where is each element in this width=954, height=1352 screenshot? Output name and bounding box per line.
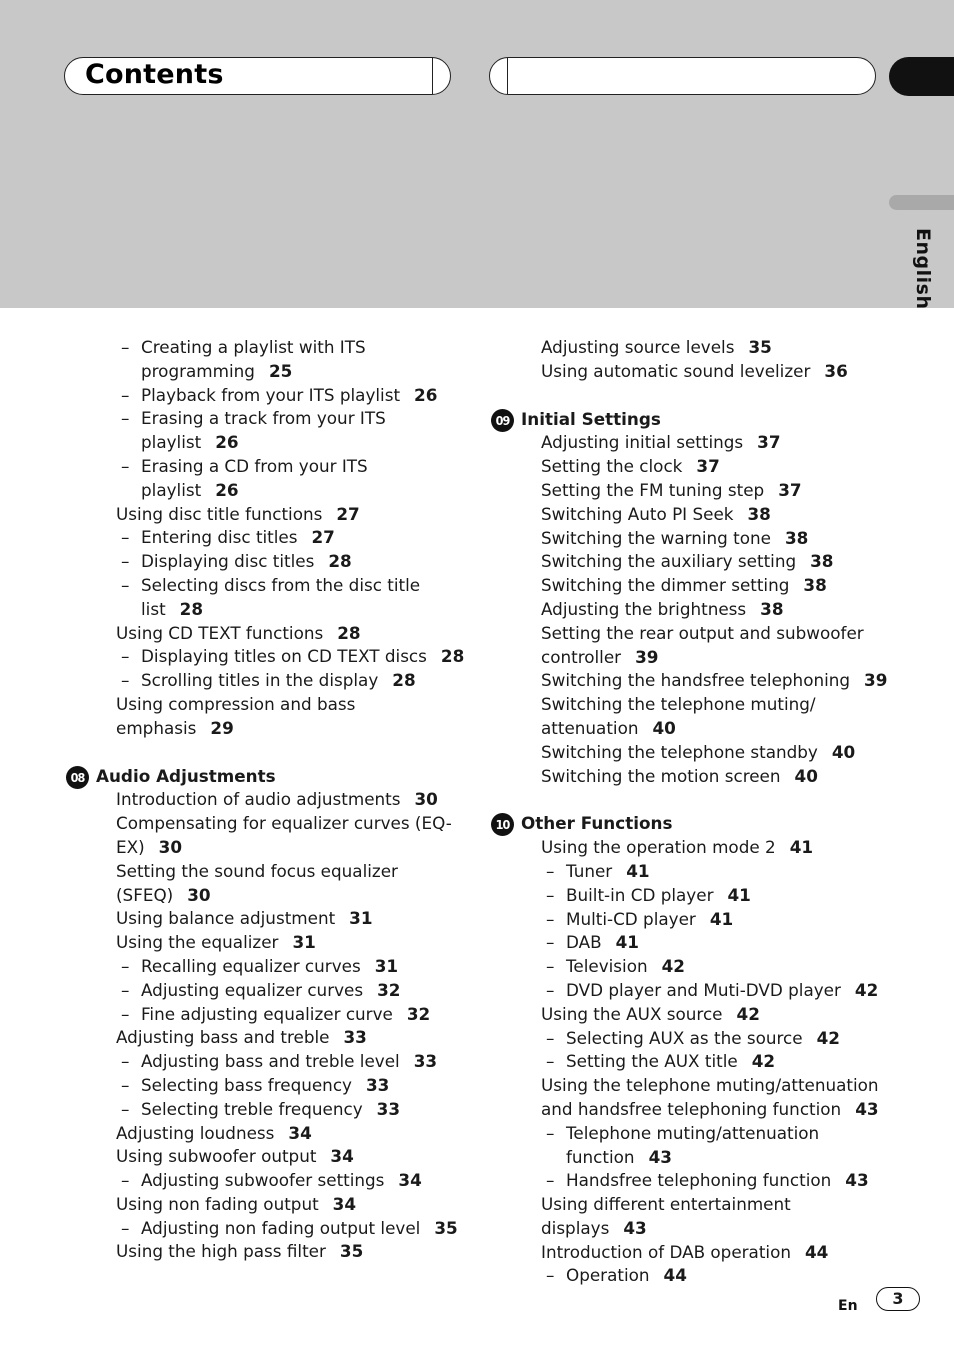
toc-entry-text: Handsfree telephoning function [566,1170,832,1191]
toc-page-number: 40 [652,717,676,738]
toc-page-number: 30 [414,789,438,810]
toc-page-number: 35 [339,1241,364,1262]
toc-entry-text: Selecting treble frequency [141,1098,363,1119]
toc-subentry[interactable] [66,1074,466,1098]
dash-bullet: – [121,384,130,405]
toc-entry-text: Using the telephone muting/attenuation and handsfree telephoning function [541,1075,879,1119]
toc-page-number: 28 [392,670,416,691]
toc-section-heading [491,812,891,836]
toc-entry-text: Switching the dimmer setting [541,575,790,596]
toc-entry[interactable] [491,527,891,551]
dash-bullet: – [121,551,130,572]
toc-page-number: 39 [635,646,659,667]
toc-entry-text: Switching the telephone standby [541,741,818,762]
toc-page-number: 44 [805,1241,829,1262]
toc-page-number: 28 [179,598,204,619]
toc-page-number: 33 [413,1051,438,1072]
toc-entry-text: Using disc title functions [116,503,323,524]
section-title: Initial Settings [521,408,661,429]
toc-page-number: 33 [376,1098,400,1119]
toc-page-number: 34 [330,1146,354,1167]
toc-entry[interactable] [491,598,891,622]
dash-bullet: – [121,337,130,357]
toc-entry-text: Displaying titles on CD TEXT discs [141,646,427,667]
toc-entry-text: Switching Auto PI Seek [541,503,734,524]
toc-entry-text: Television [566,956,648,977]
toc-subentry[interactable] [66,550,466,574]
dash-bullet: – [121,1170,130,1191]
toc-entry[interactable] [491,693,891,741]
toc-entry-text: Adjusting subwoofer settings [141,1170,385,1191]
toc-subentry[interactable] [491,1050,891,1074]
toc-page-number: 26 [215,479,239,500]
toc-entry-text: Switching the warning tone [541,527,771,548]
toc-entry[interactable] [66,907,466,931]
toc-page-number: 38 [784,527,809,548]
toc-subentry[interactable] [491,860,891,884]
dash-bullet: – [546,956,555,977]
language-tab-marker [889,195,954,210]
toc-page-number: 31 [374,955,399,976]
toc-right-column [491,336,891,1288]
toc-entry[interactable] [66,503,466,527]
toc-page-number: 31 [349,908,373,929]
toc-entry-text: Using compression and bass emphasis [116,693,356,738]
toc-page-number: 43 [648,1146,672,1167]
toc-subentry[interactable] [491,884,891,908]
toc-page-number: 41 [789,837,814,858]
toc-entry-text: Switching the telephone muting/ attenuation [541,694,816,738]
toc-page-number: 29 [210,717,234,738]
toc-entry-text: Setting the sound focus equalizer (SFEQ) [116,860,398,905]
toc-entry-text: Using the high pass filter [116,1241,326,1262]
toc-entry-text: Using non fading output [116,1193,319,1214]
dash-bullet: – [121,574,130,595]
toc-entry-text: Erasing a CD from your ITS playlist [141,455,368,500]
toc-entry[interactable] [66,860,466,908]
toc-subentry[interactable] [66,1098,466,1122]
toc-entry[interactable] [491,669,891,693]
toc-subentry[interactable] [66,1217,466,1241]
toc-page-number: 33 [365,1074,390,1095]
toc-page-number: 40 [794,765,818,786]
toc-subentry[interactable] [491,1122,891,1170]
toc-entry[interactable] [491,455,891,479]
toc-page-number: 28 [328,551,352,572]
toc-page-number: 38 [747,503,771,524]
toc-page-number: 43 [623,1217,647,1238]
toc-page-number: 37 [778,479,802,500]
dash-bullet: – [546,860,555,881]
dash-bullet: – [546,932,555,953]
section-number-badge: 08 [66,766,89,789]
toc-entry[interactable] [491,765,891,789]
toc-entry-text: Adjusting initial settings [541,432,744,453]
toc-entry-text: Creating a playlist with ITS programming [141,337,366,381]
toc-page-number: 35 [748,337,772,357]
toc-entry-text: Entering disc titles [141,527,298,548]
title-bar-divider [507,58,508,94]
toc-entry[interactable] [491,550,891,574]
toc-page-number: 37 [757,432,781,453]
toc-page-number: 34 [288,1122,312,1143]
toc-entry[interactable] [491,431,891,455]
toc-entry-text: Using balance adjustment [116,908,336,929]
toc-page-number: 41 [709,908,734,929]
dash-bullet: – [546,908,555,929]
toc-page-number: 34 [398,1170,422,1191]
toc-page-number: 32 [406,1003,431,1024]
toc-subentry[interactable] [66,455,466,503]
toc-page-number: 27 [311,527,335,548]
toc-page-number: 28 [440,646,465,667]
toc-entry[interactable] [491,336,891,360]
dash-bullet: – [121,979,130,1000]
toc-entry[interactable] [66,812,466,860]
toc-page-number: 39 [864,670,888,691]
dash-bullet: – [121,527,130,548]
toc-entry[interactable] [491,479,891,503]
toc-page-number: 41 [727,884,751,905]
dash-bullet: – [546,1051,555,1072]
toc-entry[interactable] [66,931,466,955]
toc-entry-text: Compensating for equalizer curves (EQ-EX) [116,813,452,857]
toc-entry[interactable] [66,1240,466,1264]
dash-bullet: – [121,670,130,691]
toc-subentry[interactable] [491,908,891,932]
toc-entry-text: Introduction of audio adjustments [116,789,401,810]
toc-entry-text: Adjusting loudness [116,1122,275,1143]
toc-page-number: 26 [414,384,438,405]
toc-entry[interactable] [66,1026,466,1050]
toc-page-number: 30 [187,884,211,905]
toc-entry-text: Selecting discs from the disc title list [141,574,421,619]
toc-entry[interactable] [491,360,891,384]
toc-page-number: 36 [824,360,848,381]
toc-page-number: 42 [854,979,879,1000]
dash-bullet: – [121,455,130,476]
toc-subentry[interactable] [491,1264,891,1288]
footer-language: En [838,1298,858,1314]
toc-entry-text: Adjusting the brightness [541,598,747,619]
toc-entry[interactable] [491,1193,891,1241]
toc-entry-text: Fine adjusting equalizer curve [141,1003,393,1024]
toc-page-number: 28 [337,622,361,643]
toc-page-number: 38 [760,598,784,619]
dash-bullet: – [121,1003,130,1024]
toc-entry-text: Tuner [566,860,613,881]
title-bar-right [489,57,876,95]
toc-entry-text: Scrolling titles in the display [141,670,379,691]
page-number: 3 [876,1287,920,1311]
toc-entry-text: Erasing a track from your ITS playlist [141,408,386,453]
toc-entry-text: Playback from your ITS playlist [141,384,401,405]
toc-left-column [66,336,466,1264]
toc-subentry[interactable] [66,1003,466,1027]
toc-entry[interactable] [491,1074,891,1122]
toc-subentry[interactable] [66,1050,466,1074]
toc-entry[interactable] [491,741,891,765]
toc-entry-text: Using the operation mode 2 [541,837,776,858]
toc-page-number: 30 [158,836,183,857]
toc-entry[interactable] [66,693,466,741]
toc-subentry[interactable] [66,955,466,979]
dash-bullet: – [121,1217,130,1238]
toc-page-number: 31 [292,932,316,953]
toc-page-number: 26 [215,432,239,453]
toc-subentry[interactable] [491,979,891,1003]
toc-entry-text: Setting the AUX title [566,1051,738,1072]
dash-bullet: – [546,1027,555,1048]
language-tab-label: English [912,228,934,310]
toc-entry-text: Using subwoofer output [116,1146,317,1167]
dash-bullet: – [121,646,130,667]
toc-subentry[interactable] [66,336,466,384]
toc-entry-text: Selecting AUX as the source [566,1027,803,1048]
toc-entry-text: Adjusting equalizer curves [141,979,364,1000]
toc-entry-text: Using automatic sound levelizer [541,360,811,381]
dash-bullet: – [546,1265,555,1286]
toc-entry-text: Telephone muting/attenuation function [566,1122,820,1167]
toc-entry[interactable] [491,622,891,670]
toc-entry-text: Adjusting bass and treble level [141,1051,400,1072]
toc-entry-text: Introduction of DAB operation [541,1241,791,1262]
toc-page-number: 42 [816,1027,840,1048]
toc-subentry[interactable] [66,669,466,693]
title-bar-divider [432,58,433,94]
toc-entry[interactable] [66,1122,466,1146]
dash-bullet: – [121,408,130,429]
toc-page-number: 44 [663,1265,687,1286]
toc-page-number: 41 [615,932,639,953]
toc-entry-text: Using CD TEXT functions [116,622,324,643]
dash-bullet: – [546,1122,555,1143]
dash-bullet: – [546,979,555,1000]
toc-page-number: 25 [268,360,293,381]
toc-entry[interactable] [66,622,466,646]
toc-entry[interactable] [491,1003,891,1027]
toc-entry-text: Multi-CD player [566,908,696,929]
toc-entry[interactable] [491,836,891,860]
toc-entry-text: Selecting bass frequency [141,1074,352,1095]
toc-entry-text: Switching the auxiliary setting [541,551,797,572]
section-tab-marker [889,57,954,96]
toc-entry-text: Built-in CD player [566,884,714,905]
section-title: Other Functions [521,813,673,834]
section-number-badge: 10 [491,813,514,836]
dash-bullet: – [121,1098,130,1119]
section-title: Audio Adjustments [96,765,276,786]
dash-bullet: – [121,1051,130,1072]
toc-entry-text: Setting the clock [541,456,683,477]
toc-page-number: 27 [336,503,360,524]
toc-page-number: 42 [736,1003,760,1024]
toc-page-number: 42 [661,956,685,977]
toc-section-heading [491,408,891,432]
toc-entry-text: Using the equalizer [116,932,279,953]
toc-entry[interactable] [66,1145,466,1169]
toc-subentry[interactable] [491,931,891,955]
dash-bullet: – [546,1170,555,1191]
toc-subentry[interactable] [66,526,466,550]
toc-entry-text: Adjusting non fading output level [141,1217,421,1238]
toc-entry-text: Using the AUX source [541,1003,723,1024]
toc-entry[interactable] [491,1241,891,1265]
toc-subentry[interactable] [66,574,466,622]
toc-entry-text: Operation [566,1265,650,1286]
title-bar [64,57,451,95]
toc-page-number: 33 [343,1027,367,1048]
toc-entry-text: Adjusting bass and treble [116,1027,330,1048]
toc-entry-text: Switching the handsfree telephoning [541,670,851,691]
toc-entry-text: Setting the rear output and subwoofer controller [541,622,864,667]
dash-bullet: – [121,1074,130,1095]
toc-page-number: 43 [845,1170,869,1191]
toc-page-number: 40 [831,741,856,762]
toc-entry-text: Using different entertainment displays [541,1194,791,1238]
toc-entry-text: Recalling equalizer curves [141,955,361,976]
section-number-badge: 09 [491,409,514,432]
toc-subentry[interactable] [66,1169,466,1193]
page-title: Contents [85,59,224,90]
toc-subentry[interactable] [66,645,466,669]
toc-page-number: 34 [332,1193,357,1214]
toc-page-number: 38 [810,551,834,572]
toc-entry[interactable] [66,788,466,812]
toc-subentry[interactable] [491,955,891,979]
toc-subentry[interactable] [491,1027,891,1051]
toc-subentry[interactable] [66,407,466,455]
toc-page-number: 37 [696,456,720,477]
toc-page-number: 43 [855,1098,879,1119]
toc-entry-text: DAB [566,932,602,953]
toc-entry-text: DVD player and Muti-DVD player [566,979,841,1000]
toc-subentry[interactable] [66,979,466,1003]
toc-section-heading [66,765,466,789]
toc-entry[interactable] [491,503,891,527]
dash-bullet: – [121,955,130,976]
toc-page-number: 41 [626,860,650,881]
toc-entry[interactable] [66,1193,466,1217]
header-band [0,0,954,308]
toc-entry-text: Switching the motion screen [541,765,781,786]
toc-entry-text: Setting the FM tuning step [541,479,765,500]
toc-subentry[interactable] [491,1169,891,1193]
toc-page-number: 32 [377,979,401,1000]
toc-entry-text: Displaying disc titles [141,551,315,572]
toc-entry-text: Adjusting source levels [541,337,735,357]
toc-page-number: 42 [751,1051,776,1072]
toc-subentry[interactable] [66,384,466,408]
dash-bullet: – [546,884,555,905]
toc-page-number: 35 [434,1217,458,1238]
toc-page-number: 38 [803,575,827,596]
toc-entry[interactable] [491,574,891,598]
